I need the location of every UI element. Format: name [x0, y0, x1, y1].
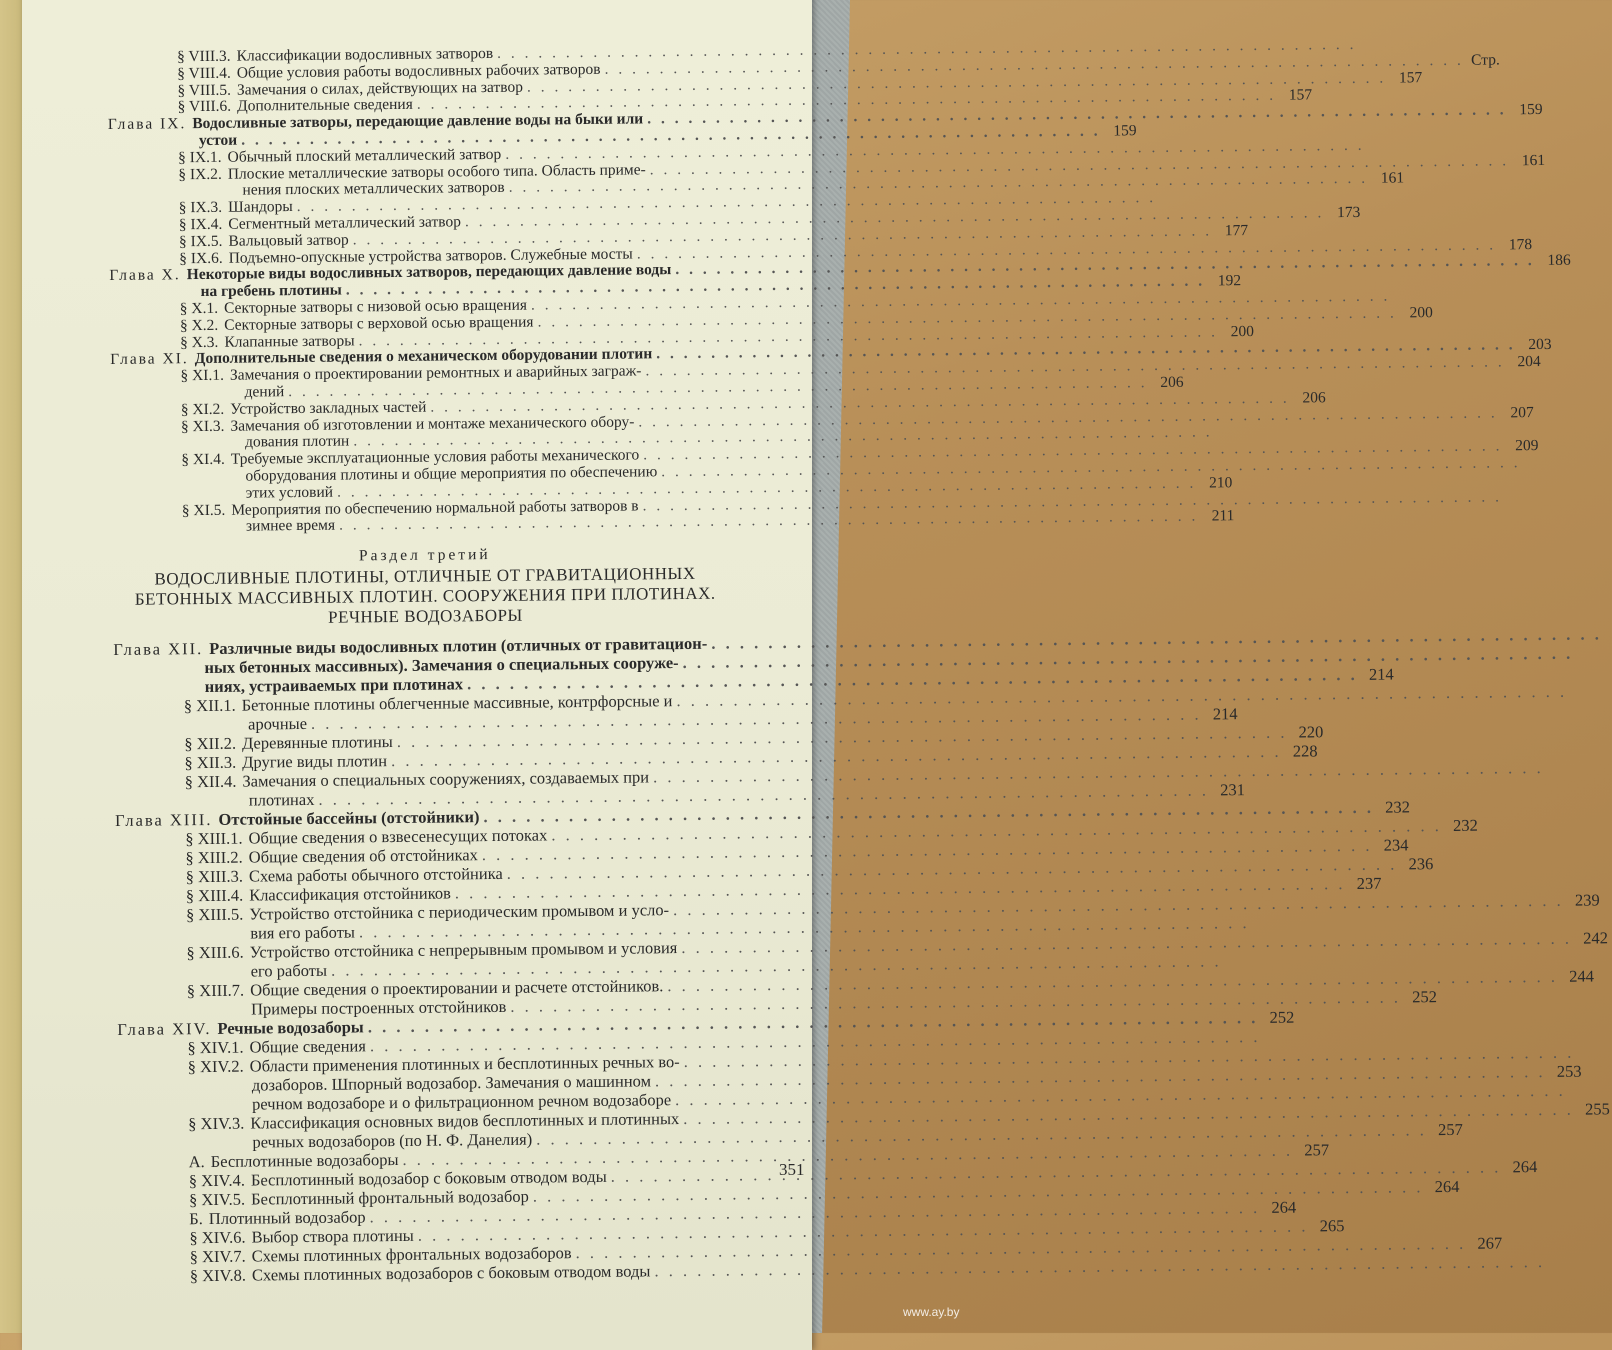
toc-entry-title: Секторные затворы с низовой осью вращения — [224, 298, 527, 318]
toc-page-number: 252 — [1262, 1008, 1294, 1027]
toc-entry-label: § VIII.3. — [177, 49, 231, 66]
toc-page-number: 200 — [1222, 324, 1254, 341]
toc-entry-label: § IX.5. — [179, 234, 223, 251]
toc-entry-title: дозаборов. Шпорный водозабор. Замечания о машинном — [252, 1071, 651, 1094]
toc-entry-title: плотинах — [249, 790, 315, 810]
toc-entry-title: Дополнительные сведения — [237, 97, 413, 116]
toc-entry-title: Мероприятия по обеспечению нормальной работы затворов в — [231, 498, 638, 519]
toc-entry-title: Водосливные затворы, передающие давление воды на быки или — [192, 112, 643, 134]
toc-entry-title: Бесплотинные водозаборы — [211, 1150, 399, 1171]
toc-entry-label: Глава XII. — [113, 639, 203, 659]
toc-page-number: 242 — [1576, 928, 1608, 947]
toc-entry-title: речном водозаборе и о фильтрационном речном водозаборе — [252, 1090, 671, 1113]
toc-entry-title: Классификация отстойников — [249, 883, 451, 904]
toc-entry-title: Бесплотинный фронтальный водозабор — [251, 1187, 529, 1209]
toc-entry-title: Подъемно-опускные устройства затворов. Служебные мосты — [229, 246, 633, 267]
toc-entry-label: § VIII.4. — [177, 66, 231, 83]
toc-entry-label: Глава IX. — [108, 116, 187, 134]
toc-page-number: 177 — [1216, 223, 1248, 240]
toc-entry-label: Глава XIII. — [115, 810, 213, 830]
toc-entry-label: § X.3. — [180, 334, 219, 351]
part-title-line: БЕТОННЫХ МАССИВНЫХ ПЛОТИН. СООРУЖЕНИЯ ПРИ ПЛОТИНАХ. — [113, 583, 738, 610]
toc-page-number: 252 — [1405, 987, 1437, 1006]
toc-entry-title: Замечания о силах, действующих на затвор — [237, 79, 523, 99]
toc-page-number: 159 — [1104, 123, 1136, 140]
toc-entry-label: § IX.1. — [178, 150, 222, 167]
book-page — [22, 0, 812, 1350]
toc-entry-label: § XI.3. — [181, 418, 225, 435]
toc-entry-title: зимнее время — [246, 518, 335, 536]
toc-page-number: 192 — [1209, 273, 1241, 290]
toc-page-number: 257 — [1297, 1140, 1329, 1159]
part-title — [112, 563, 738, 630]
toc-entry-label: § IX.2. — [178, 166, 222, 183]
toc-page-number: 214 — [1205, 704, 1237, 723]
toc-page-number: 161 — [1513, 153, 1545, 170]
toc-entry-title: устои — [199, 133, 237, 150]
toc-entry-label: § XI.4. — [181, 452, 225, 469]
toc-entry-title: Речные водозаборы — [217, 1017, 364, 1038]
toc-entry-title: ниях, устраиваемых при плотинах — [205, 674, 464, 696]
toc-entry-title: оборудования плотины и общие мероприятия по обеспечению — [245, 464, 657, 485]
toc-entry-label: § XII.1. — [184, 696, 236, 716]
toc-entry-title: Области применения плотинных и бесплотинных речных во- — [250, 1052, 680, 1076]
toc-entry-label: § VIII.6. — [178, 99, 232, 116]
toc-entry-title: Схемы плотинных фронтальных водозаборов — [252, 1243, 572, 1265]
toc-entry-label: § XIV.4. — [189, 1171, 245, 1191]
toc-entry-title: Общие сведения о проектировании и расчете отстойников. — [250, 976, 663, 999]
toc-page-number: 239 — [1568, 890, 1600, 909]
toc-page-number: 237 — [1349, 874, 1381, 893]
toc-entry-title: Устройство отстойника с периодическим промывом и усло- — [249, 900, 669, 923]
toc-entry-title: дений — [245, 384, 285, 401]
toc-entry-title: Выбор створа плотины — [251, 1226, 414, 1247]
toc-entry-title: дования плотин — [245, 434, 349, 452]
toc-page-number: 236 — [1401, 854, 1433, 873]
toc-entry-label: § IX.3. — [179, 200, 223, 217]
toc-entry-label: § IX.6. — [179, 250, 223, 267]
toc-entry-title: этих условий — [246, 484, 334, 502]
toc-entry-title: его работы — [251, 961, 328, 981]
table-of-contents — [107, 43, 745, 1285]
toc-entry-label: § XIII.7. — [187, 981, 244, 1001]
toc-entry-title: Некоторые виды водосливных затворов, передающих давление воды — [187, 262, 672, 284]
toc-entry-label: Б. — [189, 1209, 203, 1228]
toc-entry-title: Общие условия работы водосливных рабочих затворов — [237, 62, 601, 83]
toc-page-number: 255 — [1578, 1099, 1610, 1118]
part-heading: Раздел третий — [112, 545, 737, 568]
toc-entry-title: вия его работы — [250, 922, 355, 942]
watermark: www.ay.by — [903, 1305, 959, 1319]
toc-entry-title: Другие виды плотин — [242, 751, 387, 772]
toc-entry-label: § VIII.5. — [177, 82, 231, 99]
toc-page-number: 209 — [1506, 438, 1538, 455]
toc-page-number: 267 — [1470, 1233, 1502, 1252]
toc-entry-title: Классификации водосливных затворов — [237, 46, 494, 65]
toc-entry-title: Различные виды водосливных плотин (отличных от гравитацион- — [209, 634, 707, 658]
toc-entry-title: Дополнительные сведения о механическом оборудовании плотин — [195, 347, 653, 369]
toc-page-number: 210 — [1200, 475, 1232, 492]
toc-entry-title: Общие сведения — [249, 1036, 366, 1056]
toc-entry-title: Схемы плотинных водозаборов с боковым отводом воды — [252, 1261, 651, 1284]
part-title-line: ВОДОСЛИВНЫЕ ПЛОТИНЫ, ОТЛИЧНЫЕ ОТ ГРАВИТАЦИОННЫХ — [112, 563, 737, 590]
toc-page-number: 211 — [1202, 509, 1234, 526]
toc-entry-title: Примеры построенных отстойников — [251, 997, 507, 1019]
toc-page-number: 264 — [1264, 1198, 1296, 1217]
page-number: 351 — [779, 1160, 805, 1180]
toc-entry-label: § XIV.2. — [188, 1057, 244, 1077]
toc-page-number: 206 — [1151, 375, 1183, 392]
toc-entry-label: § XIII.2. — [185, 848, 242, 868]
toc-page-number: 264 — [1505, 1157, 1537, 1176]
toc-page-number: 265 — [1312, 1216, 1344, 1235]
toc-entry-title: Секторные затворы с верховой осью вращения — [224, 314, 533, 334]
toc-entry-label: § XIV.5. — [189, 1190, 245, 1210]
toc-entry-title: Вальцовый затвор — [228, 232, 348, 250]
toc-page-number: 157 — [1390, 70, 1422, 87]
toc-page-number: 173 — [1328, 205, 1360, 222]
toc-entry-title: арочные — [248, 714, 307, 734]
toc-entry-label: Глава X. — [109, 268, 181, 286]
toc-page-number: Стр. — [1468, 52, 1500, 69]
toc-page-number: 206 — [1294, 390, 1326, 407]
toc-entry-label: § XIII.6. — [186, 943, 243, 963]
toc-entry-title: Замечания о специальных сооружениях, создаваемых при — [242, 767, 649, 790]
toc-page-number: 253 — [1549, 1062, 1581, 1081]
toc-page-number: 232 — [1446, 816, 1478, 835]
toc-entry-title: Шандоры — [228, 199, 293, 216]
toc-entry-title: Замечания об изготовлении и монтаже механического обору- — [230, 414, 634, 435]
toc-entry-title: Требуемые эксплуатационные условия работы механического — [231, 448, 640, 469]
toc-page-number: 244 — [1562, 966, 1594, 985]
toc-entry-label: § XIII.1. — [185, 829, 242, 849]
toc-entry-label: § XIV.1. — [187, 1038, 243, 1058]
toc-entry-label: § XIV.6. — [189, 1228, 245, 1248]
toc-entry-title: Плотинный водозабор — [209, 1207, 366, 1228]
toc-entry-label: § XIV.3. — [188, 1114, 244, 1134]
toc-page-number: 231 — [1213, 780, 1245, 799]
toc-entry-title: Устройство закладных частей — [230, 399, 426, 418]
toc-entry-title: ных бетонных массивных). Замечания о специальных сооруже- — [204, 653, 678, 677]
toc-page-number: 232 — [1378, 797, 1410, 816]
toc-entry-label: § X.1. — [180, 301, 219, 318]
part-title-line: РЕЧНЫЕ ВОДОЗАБОРЫ — [113, 603, 738, 630]
toc-list-top — [107, 43, 737, 537]
toc-entry-title: Устройство отстойника с непрерывным промывом и условия — [250, 938, 678, 961]
toc-entry-title: нения плоских металлических затворов — [242, 180, 504, 200]
toc-page-number: 157 — [1280, 88, 1312, 105]
toc-page-number: 178 — [1500, 237, 1532, 254]
toc-entry-label: § XII.4. — [185, 772, 237, 792]
toc-page-number: 214 — [1362, 664, 1394, 683]
toc-page-number: 204 — [1509, 354, 1541, 371]
toc-page-number: 161 — [1372, 171, 1404, 188]
toc-entry-title: Сегментный металлический затвор — [228, 214, 461, 233]
toc-page-number: 159 — [1510, 102, 1542, 119]
toc-list-bottom — [113, 633, 745, 1286]
toc-entry-title: на гребень плотины — [200, 283, 341, 301]
toc-entry-title: Клапанные затворы — [224, 333, 354, 351]
toc-entry-label: § XIII.3. — [186, 867, 243, 887]
toc-entry-label: § X.2. — [180, 318, 219, 335]
toc-entry-label: § XI.1. — [180, 368, 224, 385]
toc-entry-label: Глава XIV. — [117, 1019, 211, 1039]
toc-entry-title: речных водозаборов (по Н. Ф. Данелия) — [252, 1130, 532, 1152]
toc-entry-title: Деревянные плотины — [242, 732, 393, 753]
toc-entry-label: § XIV.8. — [190, 1266, 246, 1286]
toc-entry-title: Отстойные бассейны (отстойники) — [218, 807, 479, 829]
toc-page-number: 207 — [1502, 405, 1534, 422]
toc-page-number: 228 — [1285, 741, 1317, 760]
toc-entry-label: § XI.5. — [182, 502, 226, 519]
toc-page-number: 234 — [1376, 835, 1408, 854]
toc-entry-label: § XII.3. — [184, 753, 236, 773]
toc-entry-label: § XII.2. — [184, 734, 236, 754]
toc-entry-title: Схема работы обычного отстойника — [249, 864, 503, 886]
toc-entry-title: Бетонные плотины облегченные массивные, контрфорсные и — [242, 691, 673, 715]
toc-page-number: 264 — [1427, 1177, 1459, 1196]
toc-entry-title: Классификация основных видов бесплотинных и плотинных — [250, 1109, 679, 1132]
toc-entry-label: § XIII.4. — [186, 886, 243, 906]
toc-page-number: 257 — [1431, 1120, 1463, 1139]
toc-entry-title: Плоские металлические затворы особого типа. Область приме- — [228, 162, 646, 183]
toc-entry-title: Замечания о проектировании ремонтных и аварийных заграж- — [230, 364, 642, 385]
toc-entry-title: Обычный плоский металлический затвор — [228, 147, 502, 167]
toc-entry-label: § XI.2. — [181, 402, 225, 419]
toc-entry-label: § XIII.5. — [186, 905, 243, 925]
toc-entry-label: А. — [189, 1152, 205, 1171]
toc-entry-label: § IX.4. — [179, 217, 223, 234]
toc-page-number: 220 — [1291, 722, 1323, 741]
toc-page-number: 186 — [1539, 253, 1571, 270]
toc-entry-label: Глава XI. — [110, 352, 189, 370]
toc-page-number: 200 — [1401, 305, 1433, 322]
toc-page-number: 203 — [1519, 337, 1551, 354]
toc-entry-label: § XIV.7. — [190, 1247, 246, 1267]
toc-entry-title: Бесплотинный водозабор с боковым отводом воды — [251, 1167, 607, 1190]
toc-entry-title: Общие сведения о взвесенесущих потоках — [248, 825, 547, 847]
toc-entry-title: Общие сведения об отстойниках — [249, 845, 478, 866]
